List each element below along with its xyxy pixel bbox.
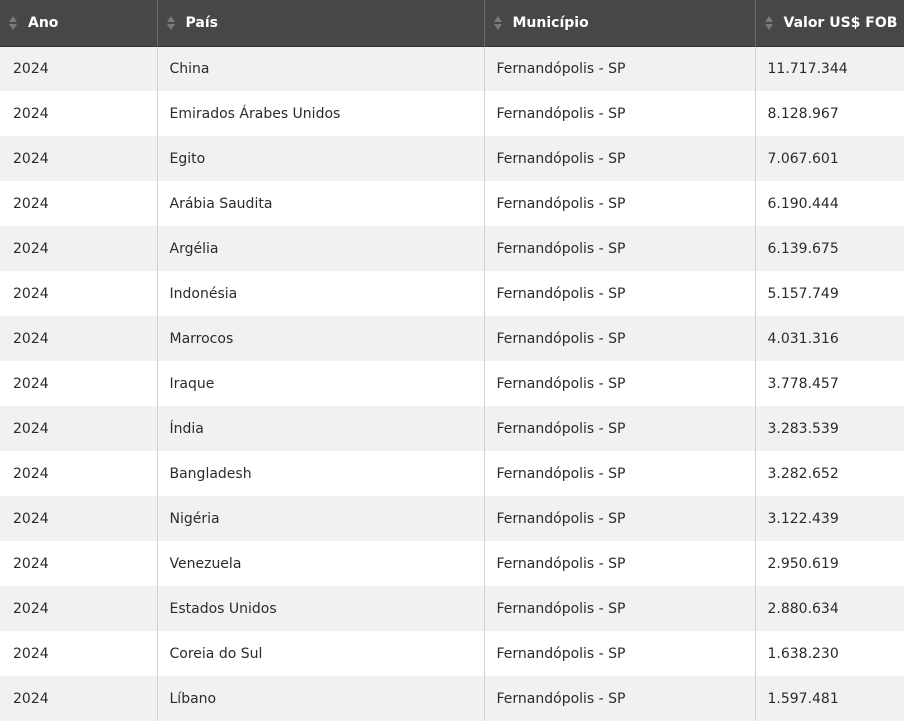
cell-municipio: Fernandópolis - SP [484, 406, 755, 451]
table-row [0, 91, 904, 136]
cell-valor: 6.139.675 [755, 226, 904, 271]
cell-ano: 2024 [0, 676, 157, 721]
cell-municipio: Fernandópolis - SP [484, 316, 755, 361]
cell-pais: Estados Unidos [157, 586, 484, 631]
table-row [0, 631, 904, 676]
cell-ano: 2024 [0, 271, 157, 316]
cell-municipio: Fernandópolis - SP [484, 496, 755, 541]
cell-valor: 2.950.619 [755, 541, 904, 586]
cell-valor: 11.717.344 [755, 46, 904, 91]
cell-ano: 2024 [0, 631, 157, 676]
cell-municipio: Fernandópolis - SP [484, 676, 755, 721]
table-header [0, 0, 904, 46]
cell-pais: Nigéria [157, 496, 484, 541]
cell-ano: 2024 [0, 541, 157, 586]
cell-municipio: Fernandópolis - SP [484, 46, 755, 91]
cell-ano: 2024 [0, 586, 157, 631]
cell-municipio: Fernandópolis - SP [484, 91, 755, 136]
table-row [0, 451, 904, 496]
table-row [0, 316, 904, 361]
column-header-valor[interactable] [755, 0, 904, 46]
cell-pais: Índia [157, 406, 484, 451]
column-header-label: Município [512, 14, 589, 31]
table-row [0, 226, 904, 271]
cell-pais: Iraque [157, 361, 484, 406]
cell-pais: Emirados Árabes Unidos [157, 91, 484, 136]
table-body [0, 46, 904, 721]
table-row [0, 496, 904, 541]
cell-ano: 2024 [0, 496, 157, 541]
cell-valor: 6.190.444 [755, 181, 904, 226]
cell-pais: Coreia do Sul [157, 631, 484, 676]
cell-pais: Argélia [157, 226, 484, 271]
cell-valor: 1.597.481 [755, 676, 904, 721]
table-row [0, 271, 904, 316]
cell-valor: 3.282.652 [755, 451, 904, 496]
cell-valor: 5.157.749 [755, 271, 904, 316]
cell-valor: 3.283.539 [755, 406, 904, 451]
cell-ano: 2024 [0, 136, 157, 181]
column-header-ano[interactable] [0, 0, 157, 46]
cell-valor: 1.638.230 [755, 631, 904, 676]
cell-valor: 4.031.316 [755, 316, 904, 361]
cell-pais: China [157, 46, 484, 91]
cell-pais: Marrocos [157, 316, 484, 361]
cell-ano: 2024 [0, 361, 157, 406]
column-header-municipio[interactable] [484, 0, 755, 46]
table-row [0, 586, 904, 631]
cell-ano: 2024 [0, 91, 157, 136]
sort-icon[interactable] [9, 15, 17, 31]
cell-municipio: Fernandópolis - SP [484, 226, 755, 271]
cell-municipio: Fernandópolis - SP [484, 451, 755, 496]
cell-municipio: Fernandópolis - SP [484, 541, 755, 586]
table-row [0, 181, 904, 226]
table-row [0, 361, 904, 406]
cell-valor: 7.067.601 [755, 136, 904, 181]
column-header-pais[interactable] [157, 0, 484, 46]
table-row [0, 46, 904, 91]
cell-municipio: Fernandópolis - SP [484, 181, 755, 226]
cell-pais: Indonésia [157, 271, 484, 316]
cell-municipio: Fernandópolis - SP [484, 586, 755, 631]
cell-municipio: Fernandópolis - SP [484, 136, 755, 181]
cell-ano: 2024 [0, 451, 157, 496]
cell-ano: 2024 [0, 406, 157, 451]
column-header-label: País [185, 14, 218, 31]
cell-ano: 2024 [0, 46, 157, 91]
cell-pais: Arábia Saudita [157, 181, 484, 226]
column-header-label: Ano [28, 14, 59, 31]
sort-icon[interactable] [167, 15, 175, 31]
sort-icon[interactable] [765, 15, 773, 31]
cell-valor: 2.880.634 [755, 586, 904, 631]
cell-ano: 2024 [0, 181, 157, 226]
table-row [0, 541, 904, 586]
cell-pais: Egito [157, 136, 484, 181]
cell-municipio: Fernandópolis - SP [484, 271, 755, 316]
cell-ano: 2024 [0, 226, 157, 271]
cell-pais: Líbano [157, 676, 484, 721]
cell-valor: 8.128.967 [755, 91, 904, 136]
cell-pais: Bangladesh [157, 451, 484, 496]
table-row [0, 676, 904, 721]
table-row [0, 136, 904, 181]
cell-municipio: Fernandópolis - SP [484, 361, 755, 406]
table-row [0, 406, 904, 451]
cell-ano: 2024 [0, 316, 157, 361]
cell-municipio: Fernandópolis - SP [484, 631, 755, 676]
cell-valor: 3.778.457 [755, 361, 904, 406]
cell-pais: Venezuela [157, 541, 484, 586]
column-header-label: Valor US$ FOB [783, 14, 898, 31]
sort-icon[interactable] [494, 15, 502, 31]
cell-valor: 3.122.439 [755, 496, 904, 541]
header-row [0, 0, 904, 46]
